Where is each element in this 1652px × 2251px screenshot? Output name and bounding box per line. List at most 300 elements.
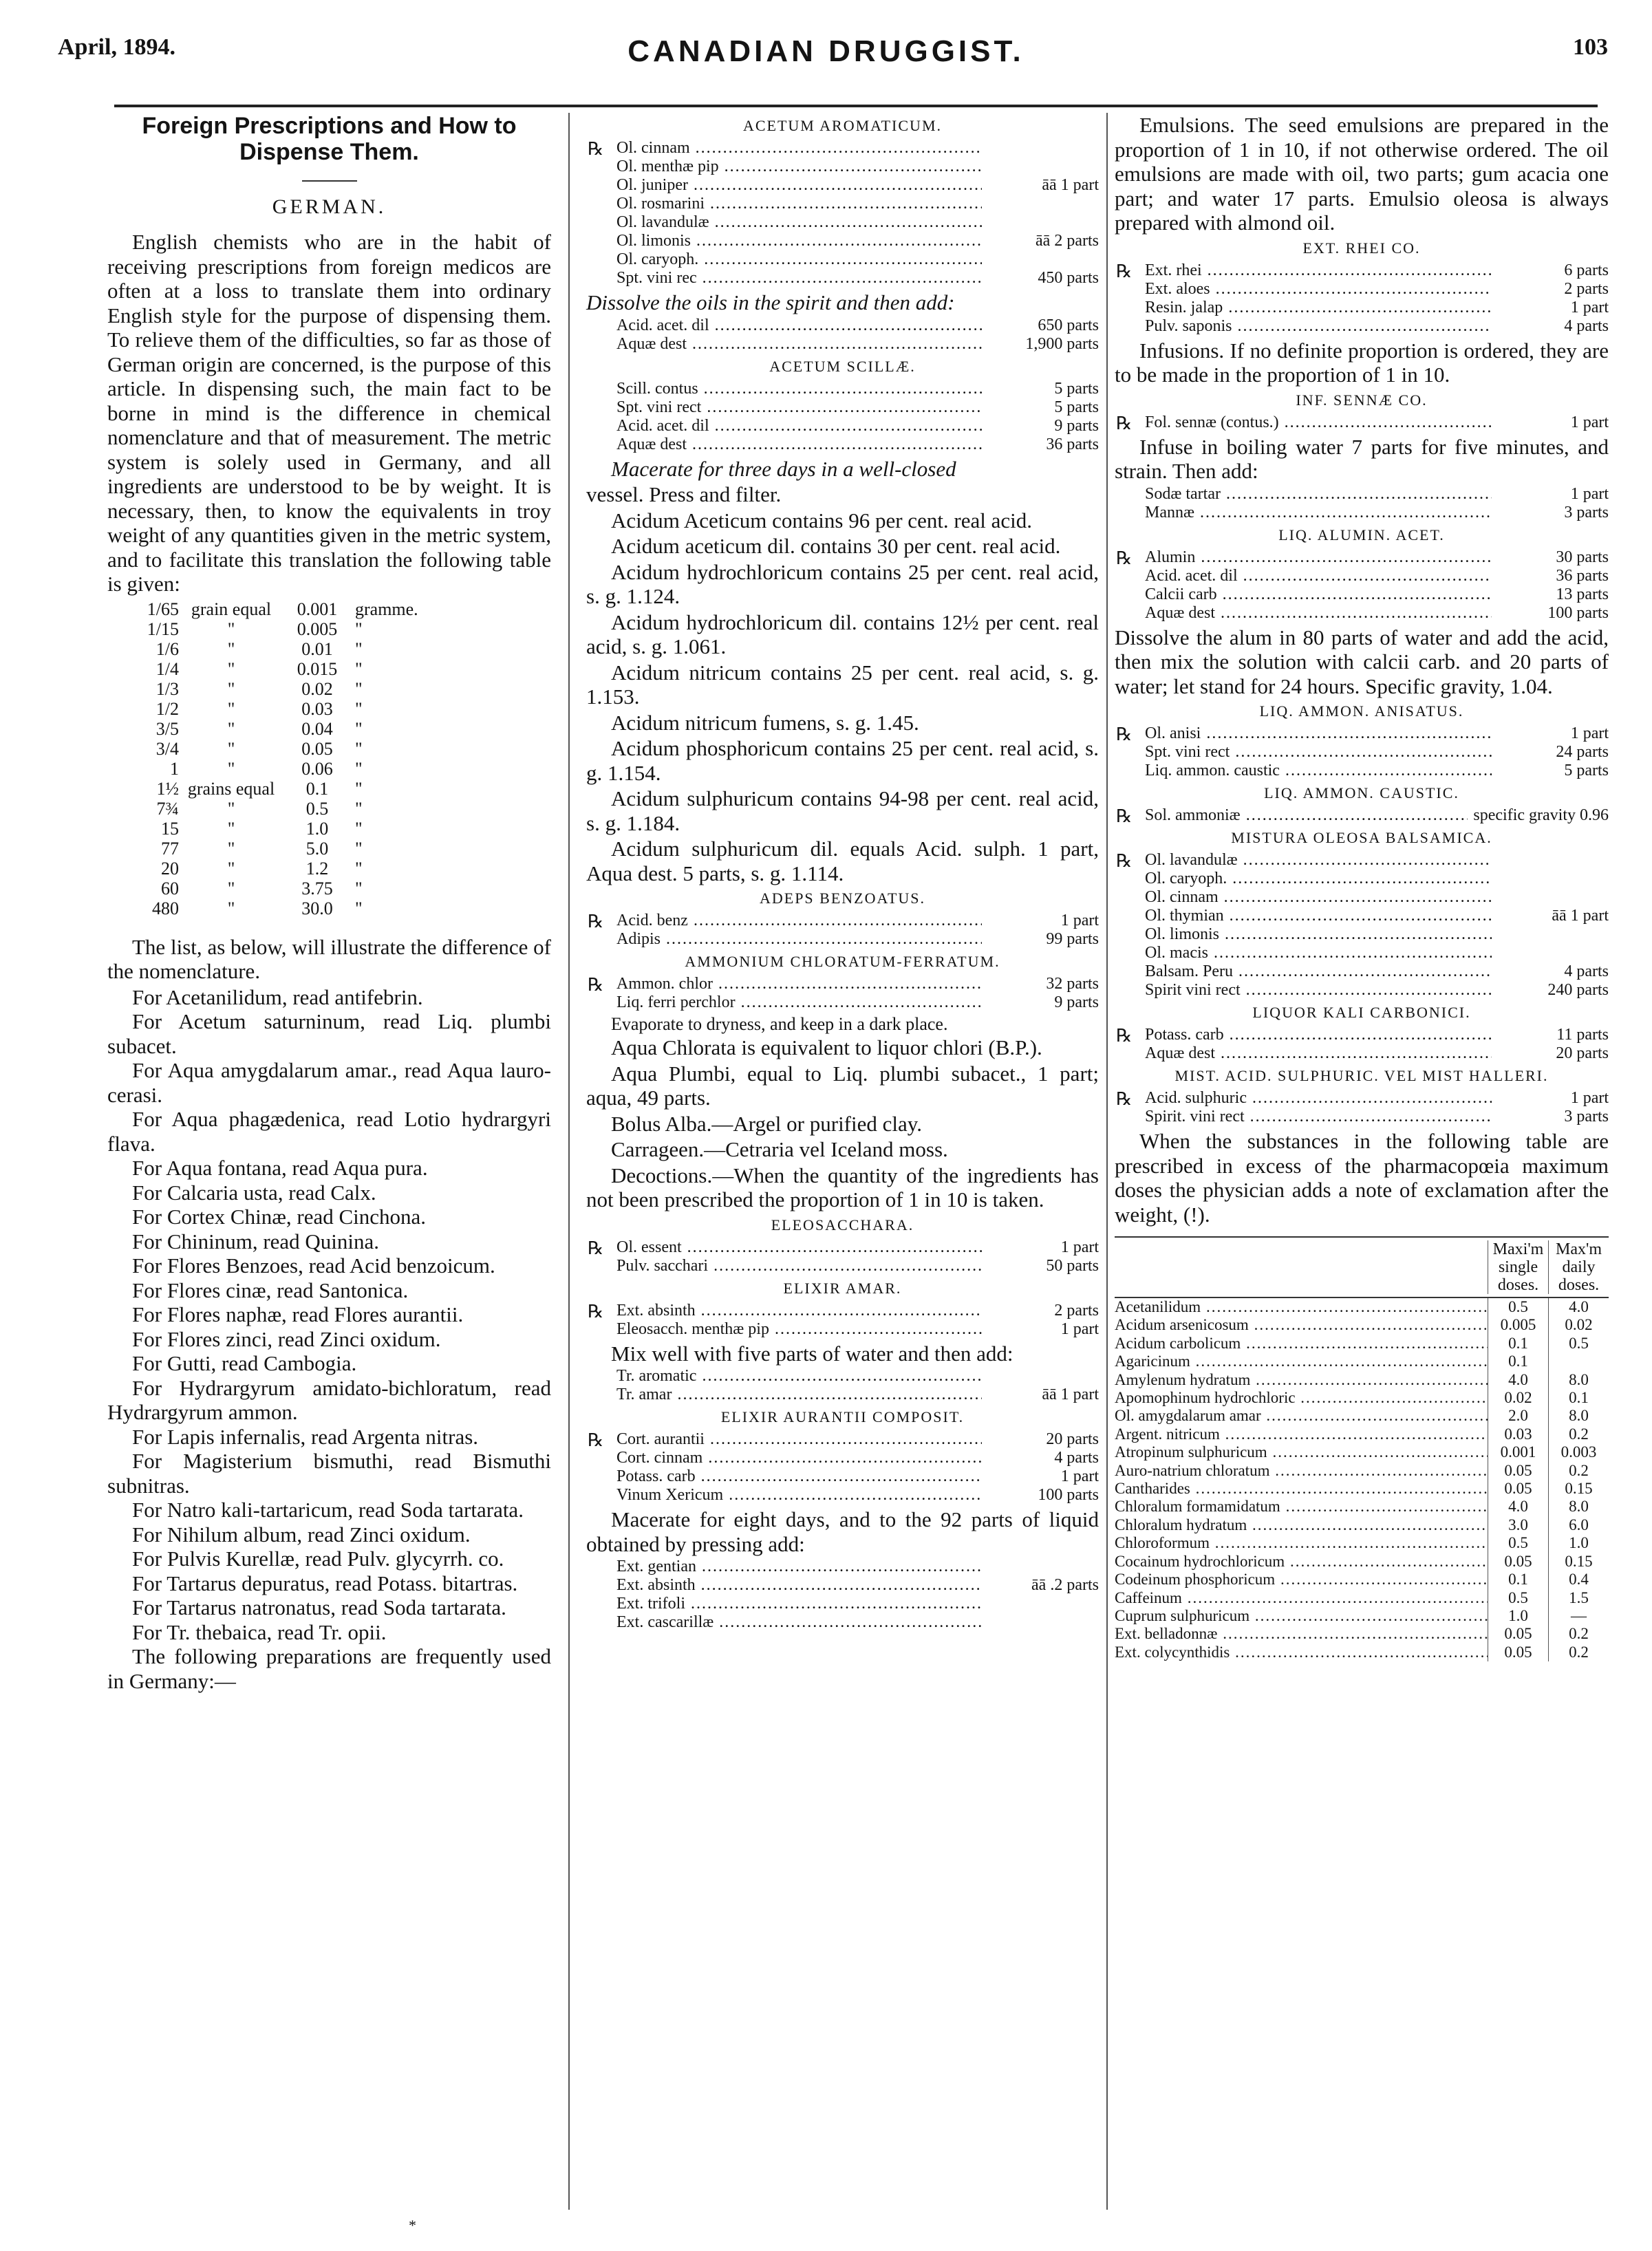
list-intro: The list, as below, will illustrate the difference of the nomenclature.: [107, 934, 551, 983]
table-cell: 1.2: [305, 858, 329, 879]
ingredient-name: Acid. acet. dil .....: [616, 417, 982, 435]
table-row: [1115, 1298, 1609, 1316]
table-row: [1115, 1407, 1609, 1425]
ingredient-name: Spt. vini rect .....: [1145, 743, 1492, 762]
ingredient-name: Ol. thymian .....: [1145, 907, 1492, 925]
ingredient-name: Mannæ .....: [1145, 504, 1492, 522]
ingredient-line: [616, 417, 1099, 435]
acid-list: [586, 508, 1099, 886]
ingredient-amount: 4 parts: [1564, 962, 1609, 980]
ingredient-name: Ol. caryoph. .....: [616, 250, 982, 269]
drug-name: Atropinum sulphuricum .....: [1115, 1443, 1488, 1461]
list-item: For Aqua fontana, read Aqua pura.: [132, 1156, 428, 1180]
ingredient-amount: 5 parts: [1054, 379, 1099, 398]
table-row: [1115, 1644, 1609, 1661]
table-row: [1115, 1625, 1609, 1643]
daily-dose: 8.0: [1548, 1498, 1609, 1516]
ingredient-amount: [982, 1613, 1099, 1632]
ingredient-line: [1145, 981, 1609, 1000]
ingredient-amount: 3 parts: [1564, 503, 1609, 521]
ingredient-line: [616, 232, 1099, 250]
column-1: [107, 113, 551, 1694]
ingredient-name: Ol. cinnam .....: [1145, 888, 1492, 907]
table-cell: 5.0: [305, 838, 329, 859]
drug-name: Chloralum hydratum .....: [1115, 1516, 1488, 1534]
table-cell: ": [227, 618, 235, 639]
table-cell: ": [227, 698, 235, 719]
table-cell: 0.03: [301, 698, 333, 719]
ingredient-name: Potass. carb .....: [616, 1467, 982, 1486]
header-rule: [114, 105, 1598, 107]
column-3: [1115, 113, 1609, 1661]
recipe-title: ACETUM AROMATICUM.: [742, 117, 943, 134]
table-cell: ": [227, 658, 235, 679]
recipe: [586, 1430, 1099, 1505]
ingredient-name: Liq. ferri perchlor .....: [616, 993, 982, 1012]
ingredient-amount: 1 part: [1570, 724, 1609, 742]
acid-paragraph: Acidum Aceticum contains 96 per cent. real acid.: [611, 508, 1033, 532]
list-item: For Nihilum album, read Zinci oxidum.: [132, 1522, 471, 1547]
instruction: Evaporate to dryness, and keep in a dark place.: [611, 1014, 948, 1034]
table-cell: ": [355, 618, 363, 639]
drug-name: Codeinum phosphoricum .....: [1115, 1571, 1488, 1588]
ingredient-line: [1145, 485, 1609, 504]
instruction: Dissolve the oils in the spirit and then add:: [586, 290, 955, 314]
ingredient-name: Aquæ dest .....: [616, 335, 982, 354]
table-cell: ": [355, 718, 363, 739]
ingredient-line: [1145, 944, 1609, 962]
daily-dose: 6.0: [1548, 1516, 1609, 1534]
daily-dose-header: Max'm daily doses.: [1548, 1240, 1609, 1294]
rx-icon: ℞: [1116, 724, 1133, 744]
acid-paragraph: Acidum hydrochloricum contains 25 per cent. real acid, s. g. 1.124.: [586, 559, 1099, 608]
list-item: For Aqua phagædenica, read Lotio hydrargyri flava.: [107, 1107, 551, 1156]
ingredient-amount: [982, 250, 1099, 269]
page-header: [44, 34, 1608, 66]
drug-name: Chloralum formamidatum .....: [1115, 1498, 1488, 1516]
table-cell: 3/4: [155, 738, 179, 759]
table-row: [1115, 1389, 1609, 1407]
table-row: [107, 639, 551, 659]
table-row: [107, 779, 551, 799]
table-cell: ": [227, 678, 235, 699]
ingredient-amount: 1 part: [1060, 912, 1099, 929]
journal-title: CANADIAN DRUGGIST.: [627, 34, 1025, 68]
list-item: For Acetanilidum, read antifebrin.: [132, 984, 423, 1009]
rx-icon: ℞: [1116, 806, 1133, 826]
ingredient-name: Potass. carb .....: [1145, 1026, 1492, 1044]
ingredient-name: Fol. sennæ (contus.) .....: [1145, 413, 1492, 432]
single-dose: 0.5: [1488, 1534, 1548, 1552]
table-cell: 1/3: [155, 678, 179, 699]
table-row: [1115, 1353, 1609, 1370]
ingredient-line: [616, 435, 1099, 454]
recipe: [586, 975, 1099, 1012]
ingredient-amount: 99 parts: [1046, 930, 1099, 948]
title-divider: [302, 180, 357, 182]
single-dose: 0.1: [1488, 1571, 1548, 1588]
ingredient-amount: [1492, 925, 1609, 944]
table-cell: 0.05: [301, 738, 333, 759]
ingredient-amount: [1492, 870, 1609, 888]
single-dose: 1.0: [1488, 1607, 1548, 1625]
table-cell: ": [227, 738, 235, 759]
rx-icon: ℞: [588, 1301, 604, 1322]
table-cell: 0.04: [301, 718, 333, 739]
instruction: Macerate for three days in a well-closed: [611, 456, 956, 481]
table-cell: ": [355, 758, 363, 779]
table-cell: 7¾: [156, 798, 179, 819]
ingredient-line: [1145, 1026, 1609, 1044]
ingredient-amount: 1 part: [1570, 413, 1609, 431]
recipe: [1115, 548, 1609, 623]
table-cell: ": [227, 858, 235, 879]
drug-name: Acidum carbolicum .....: [1115, 1335, 1488, 1353]
single-dose: 2.0: [1488, 1407, 1548, 1425]
table-cell: ": [355, 658, 363, 679]
ingredient-name: Ext. aloes .....: [1145, 280, 1492, 299]
drug-name: Acidum arsenicosum .....: [1115, 1316, 1488, 1334]
ingredient-amount: āā 2 parts: [1036, 232, 1099, 250]
instruction: Mix well with five parts of water and then add:: [611, 1341, 1013, 1366]
table-cell: 1/6: [155, 638, 179, 659]
ingredient-name: Resin. jalap .....: [1145, 299, 1492, 317]
drug-name: Apomophinum hydrochloric .....: [1115, 1389, 1488, 1407]
ingredient-line: [616, 1320, 1099, 1339]
ingredient-amount: 100 parts: [1547, 603, 1609, 622]
ingredient-line: [616, 1430, 1099, 1449]
ingredient-line: [1145, 806, 1609, 825]
ingredient-amount: [1492, 888, 1609, 907]
recipe: [1115, 806, 1609, 825]
ingredient-name: Balsam. Peru .....: [1145, 962, 1492, 981]
aqua-plumbi: Aqua Plumbi, equal to Liq. plumbi subacet., 1 part; aqua, 49 parts.: [586, 1061, 1099, 1110]
ingredient-line: [616, 1467, 1099, 1486]
instruction: Infuse in boiling water 7 parts for five minutes, and strain. Then add:: [1115, 434, 1609, 483]
recipe-title: ELIXIR AURANTII COMPOSIT.: [720, 1408, 965, 1425]
ingredient-amount: 9 parts: [1054, 993, 1099, 1011]
ingredient-name: Eleosacch. menthæ pip .....: [616, 1320, 982, 1339]
column-divider: [1106, 113, 1108, 2210]
ingredient-line: [616, 158, 1099, 176]
daily-dose: 0.15: [1548, 1553, 1609, 1571]
table-cell: ": [355, 638, 363, 659]
recipe: [1115, 1026, 1609, 1063]
rx-icon: ℞: [588, 912, 604, 931]
ingredient-name: Ol. menthæ pip .....: [616, 158, 982, 176]
drug-name: Amylenum hydratum .....: [1115, 1371, 1488, 1389]
single-dose: 0.5: [1488, 1589, 1548, 1607]
ingredient-amount: [982, 213, 1099, 232]
ingredient-amount: 20 parts: [1556, 1044, 1609, 1062]
acid-paragraph: Acidum nitricum fumens, s. g. 1.45.: [611, 710, 919, 735]
ingredient-line: [1145, 261, 1609, 280]
acid-paragraph: Acidum sulphuricum contains 94-98 per cent. real acid, s. g. 1.184.: [586, 786, 1099, 835]
ingredient-line: [1145, 888, 1609, 907]
rx-icon: ℞: [588, 1238, 604, 1258]
ingredient-amount: 4 parts: [1054, 1449, 1099, 1467]
table-cell: 0.005: [297, 618, 338, 639]
ingredient-name: Ol. rosmarini .....: [616, 195, 982, 213]
column-divider: [568, 113, 570, 2210]
ingredient-line: [1145, 851, 1609, 870]
column-2: [586, 113, 1099, 1635]
ingredient-name: Spirit vini rect .....: [1145, 981, 1492, 1000]
drug-name: Argent. nitricum .....: [1115, 1425, 1488, 1443]
ingredient-amount: 5 parts: [1564, 762, 1609, 779]
table-cell: 0.01: [301, 638, 333, 659]
table-cell: ": [227, 838, 235, 859]
table-row: [1115, 1553, 1609, 1571]
ingredient-line: [616, 139, 1099, 158]
list-item: For Hydrargyrum amidato-bichloratum, read Hydrargyrum ammon.: [107, 1375, 551, 1424]
ingredient-line: [616, 176, 1099, 195]
recipe-title: ELEOSACCHARA.: [771, 1216, 914, 1234]
rx-icon: ℞: [588, 139, 604, 159]
single-dose: 4.0: [1488, 1371, 1548, 1389]
daily-dose: [1548, 1353, 1609, 1370]
ingredient-name: Ol. limonis .....: [616, 232, 982, 250]
ingredient-name: Pulv. saponis .....: [1145, 317, 1492, 336]
ingredient-line: [1145, 762, 1609, 780]
daily-dose: —: [1548, 1607, 1609, 1625]
ingredient-amount: 20 parts: [1046, 1430, 1099, 1448]
recipe: [1115, 1089, 1609, 1126]
list-item: For Tartarus natronatus, read Soda tartarata.: [132, 1595, 506, 1619]
ingredient-name: Cort. cinnam .....: [616, 1449, 982, 1467]
ingredient-amount: 50 parts: [1046, 1256, 1099, 1275]
daily-dose: 0.4: [1548, 1571, 1609, 1588]
ingredient-amount: specific gravity 0.96: [1473, 806, 1609, 824]
recipe: [586, 912, 1099, 949]
ingredient-amount: [982, 1595, 1099, 1613]
aqua-chlorata: Aqua Chlorata is equivalent to liquor chlori (B.P.).: [611, 1035, 1042, 1059]
ingredient-line: [616, 1302, 1099, 1320]
ingredient-line: [1145, 962, 1609, 981]
table-row: [1115, 1425, 1609, 1443]
table-cell: ": [355, 798, 363, 819]
ingredient-amount: 1 part: [1060, 1467, 1099, 1485]
ingredient-line: [616, 1595, 1099, 1613]
ingredient-line: [616, 1613, 1099, 1632]
list-item: For Cortex Chinæ, read Cinchona.: [132, 1205, 427, 1229]
recipe-title: AMMONIUM CHLORATUM-FERRATUM.: [685, 953, 1000, 970]
single-dose: 3.0: [1488, 1516, 1548, 1534]
ingredient-amount: [982, 139, 1099, 158]
table-row: [107, 898, 551, 918]
list-item: For Flores cinæ, read Santonica.: [132, 1278, 409, 1302]
rx-icon: ℞: [588, 975, 604, 995]
daily-dose: 0.02: [1548, 1316, 1609, 1334]
ingredient-name: Acid. sulphuric .....: [1145, 1089, 1492, 1108]
ingredient-line: [616, 1576, 1099, 1595]
ingredient-line: [1145, 907, 1609, 925]
table-cell: ": [227, 638, 235, 659]
drug-name: Cantharides .....: [1115, 1480, 1488, 1498]
equivalents-table: [107, 599, 551, 918]
ingredient-name: Pulv. sacchari .....: [616, 1257, 982, 1275]
single-dose: 0.05: [1488, 1553, 1548, 1571]
table-cell: gramme.: [355, 599, 418, 619]
ingredient-amount: 13 parts: [1556, 585, 1609, 603]
table-row: [1115, 1571, 1609, 1588]
ingredient-name: Aquæ dest .....: [1145, 604, 1492, 623]
ingredient-name: Aquæ dest .....: [616, 435, 982, 454]
table-cell: ": [355, 678, 363, 699]
table-cell: 30.0: [301, 898, 333, 918]
single-dose: 4.0: [1488, 1498, 1548, 1516]
ingredient-line: [1145, 504, 1609, 522]
ingredient-name: Ext. rhei .....: [1145, 261, 1492, 280]
ingredient-amount: 1,900 parts: [1025, 334, 1099, 353]
daily-dose: 0.003: [1548, 1443, 1609, 1461]
daily-dose: 0.1: [1548, 1389, 1609, 1407]
table-row: [107, 599, 551, 619]
list-item: For Pulvis Kurellæ, read Pulv. glycyrrh. co.: [132, 1547, 504, 1571]
table-cell: 20: [161, 858, 179, 879]
recipe: [1115, 851, 1609, 1000]
single-dose: 0.05: [1488, 1625, 1548, 1643]
ingredient-amount: [982, 1367, 1099, 1386]
article-title: Foreign Prescriptions and How to Dispense Them.: [142, 113, 517, 165]
recipe: [1115, 724, 1609, 780]
table-cell: 3/5: [155, 718, 179, 739]
ingredient-line: [616, 993, 1099, 1012]
drug-name: Chloroformum .....: [1115, 1534, 1488, 1552]
ingredient-line: [616, 1238, 1099, 1257]
list-item: For Magisterium bismuthi, read Bismuthi subnitras.: [107, 1449, 551, 1498]
list-item: For Flores zinci, read Zinci oxidum.: [132, 1326, 441, 1351]
daily-dose: 8.0: [1548, 1407, 1609, 1425]
list-item: For Tartarus depuratus, read Potass. bitartras.: [132, 1571, 518, 1595]
ingredient-amount: āā .2 parts: [1031, 1576, 1099, 1594]
ingredient-line: [1145, 870, 1609, 888]
ingredient-amount: āā 1 part: [1042, 176, 1099, 194]
ingredient-line: [616, 912, 1099, 930]
ingredient-name: Spt. vini rect .....: [616, 398, 982, 417]
ingredient-amount: 2 parts: [1054, 1301, 1099, 1320]
closing-paragraph: The following preparations are frequently used in Germany:—: [107, 1644, 551, 1693]
recipe-title: LIQ. AMMON. CAUSTIC.: [1264, 784, 1459, 801]
ingredient-name: Tr. amar .....: [616, 1386, 982, 1404]
ingredient-line: [616, 269, 1099, 288]
ingredient-name: Adipis .....: [616, 930, 982, 949]
nomenclature-list: [107, 985, 551, 1645]
ingredient-name: Ext. absinth .....: [616, 1302, 982, 1320]
table-row: [1115, 1371, 1609, 1389]
instruction: Macerate for eight days, and to the 92 parts of liquid obtained by pressing add:: [586, 1507, 1099, 1556]
ingredient-name: Aquæ dest .....: [1145, 1044, 1492, 1063]
ingredient-name: Acid. acet. dil .....: [616, 316, 982, 335]
daily-dose: 0.5: [1548, 1335, 1609, 1353]
ingredient-line: [616, 398, 1099, 417]
table-row: [1115, 1534, 1609, 1552]
recipe-title: MISTURA OLEOSA BALSAMICA.: [1231, 829, 1492, 846]
daily-dose: 0.2: [1548, 1644, 1609, 1661]
drug-name: Caffeinum .....: [1115, 1589, 1488, 1607]
table-cell: ": [227, 898, 235, 918]
ingredient-line: [1145, 743, 1609, 762]
table-row: [1115, 1335, 1609, 1353]
ingredient-amount: 100 parts: [1038, 1486, 1099, 1504]
table-cell: 0.5: [305, 798, 329, 819]
ingredient-name: Ext. gentian .....: [616, 1558, 982, 1576]
ingredient-line: [1145, 1108, 1609, 1126]
table-cell: ": [355, 738, 363, 759]
acid-paragraph: Acidum nitricum contains 25 per cent. real acid, s. g. 1.153.: [586, 660, 1099, 709]
table-cell: 0.1: [305, 778, 329, 799]
ingredient-line: [616, 975, 1099, 993]
ingredient-amount: 32 parts: [1046, 975, 1099, 993]
ingredient-name: Alumin .....: [1145, 548, 1492, 567]
ingredient-name: Ol. macis .....: [1145, 944, 1492, 962]
max-dose-table: [1115, 1236, 1609, 1661]
ingredient-name: Ol. limonis .....: [1145, 925, 1492, 944]
table-row: [107, 799, 551, 819]
ingredient-line: [1145, 280, 1609, 299]
rx-icon: ℞: [588, 1430, 604, 1450]
daily-dose: 1.0: [1548, 1534, 1609, 1552]
ingredient-amount: 36 parts: [1046, 435, 1099, 453]
ingredient-name: Liq. ammon. caustic .....: [1145, 762, 1492, 780]
drug-name: Auro-natrium chloratum .....: [1115, 1462, 1488, 1480]
infusions-paragraph: Infusions. If no definite proportion is ordered, they are to be made in the proportion of 1 in 10.: [1115, 338, 1609, 387]
ingredient-line: [1145, 317, 1609, 336]
ingredient-amount: [982, 195, 1099, 213]
ingredient-line: [616, 335, 1099, 354]
ingredient-amount: 4 parts: [1564, 316, 1609, 335]
recipe-title: LIQUOR KALI CARBONICI.: [1252, 1004, 1471, 1021]
bolus-alba: Bolus Alba.—Argel or purified clay.: [611, 1111, 922, 1136]
ingredient-amount: 9 parts: [1054, 416, 1099, 435]
table-cell: 77: [161, 838, 179, 859]
ingredient-name: Ext. trifoli .....: [616, 1595, 982, 1613]
table-row: [107, 739, 551, 759]
ingredient-name: Ol. anisi .....: [1145, 724, 1492, 743]
table-cell: ": [355, 858, 363, 879]
decoctions: Decoctions.—When the quantity of the ingredients has not been prescribed the proportion of 1 in 10 is taken.: [586, 1163, 1099, 1211]
ingredient-line: [616, 1486, 1099, 1505]
ingredient-line: [616, 1449, 1099, 1467]
ingredient-amount: 3 parts: [1564, 1108, 1609, 1126]
recipe-title: ACETUM SCILLÆ.: [769, 357, 916, 375]
recipe: [586, 1558, 1099, 1632]
single-dose: 0.05: [1488, 1480, 1548, 1498]
dose-note: When the substances in the following table are prescribed in excess of the pharmacopœia maximum doses the physician adds a note of exclamation after the weight, (!).: [1115, 1129, 1609, 1227]
table-row: [107, 839, 551, 859]
instruction: vessel. Press and filter.: [586, 482, 782, 506]
ingredient-name: Cort. aurantii .....: [616, 1430, 982, 1449]
table-row: [107, 719, 551, 739]
single-dose: 0.03: [1488, 1425, 1548, 1443]
ingredient-line: [616, 250, 1099, 269]
rx-icon: ℞: [1116, 1026, 1133, 1046]
list-item: For Calcaria usta, read Calx.: [132, 1180, 376, 1205]
daily-dose: 4.0: [1548, 1298, 1609, 1316]
table-cell: 1/4: [155, 658, 179, 679]
table-row: [107, 619, 551, 639]
ingredient-amount: [982, 1558, 1099, 1576]
table-cell: 1.0: [305, 818, 329, 839]
ingredient-amount: 1 part: [1570, 298, 1609, 316]
table-cell: 1/15: [147, 618, 179, 639]
instruction: Dissolve the alum in 80 parts of water and add the acid, then mix the solution with calcii carb. and 20 parts of water; let stand for 24 hours. Specific gravity, 1.04.: [1115, 625, 1609, 698]
ingredient-name: Ol. caryoph. .....: [1145, 870, 1492, 888]
table-cell: grains equal: [187, 778, 275, 799]
table-row: [107, 859, 551, 879]
single-dose: 0.05: [1488, 1462, 1548, 1480]
drug-name: Acetanilidum .....: [1115, 1298, 1488, 1316]
